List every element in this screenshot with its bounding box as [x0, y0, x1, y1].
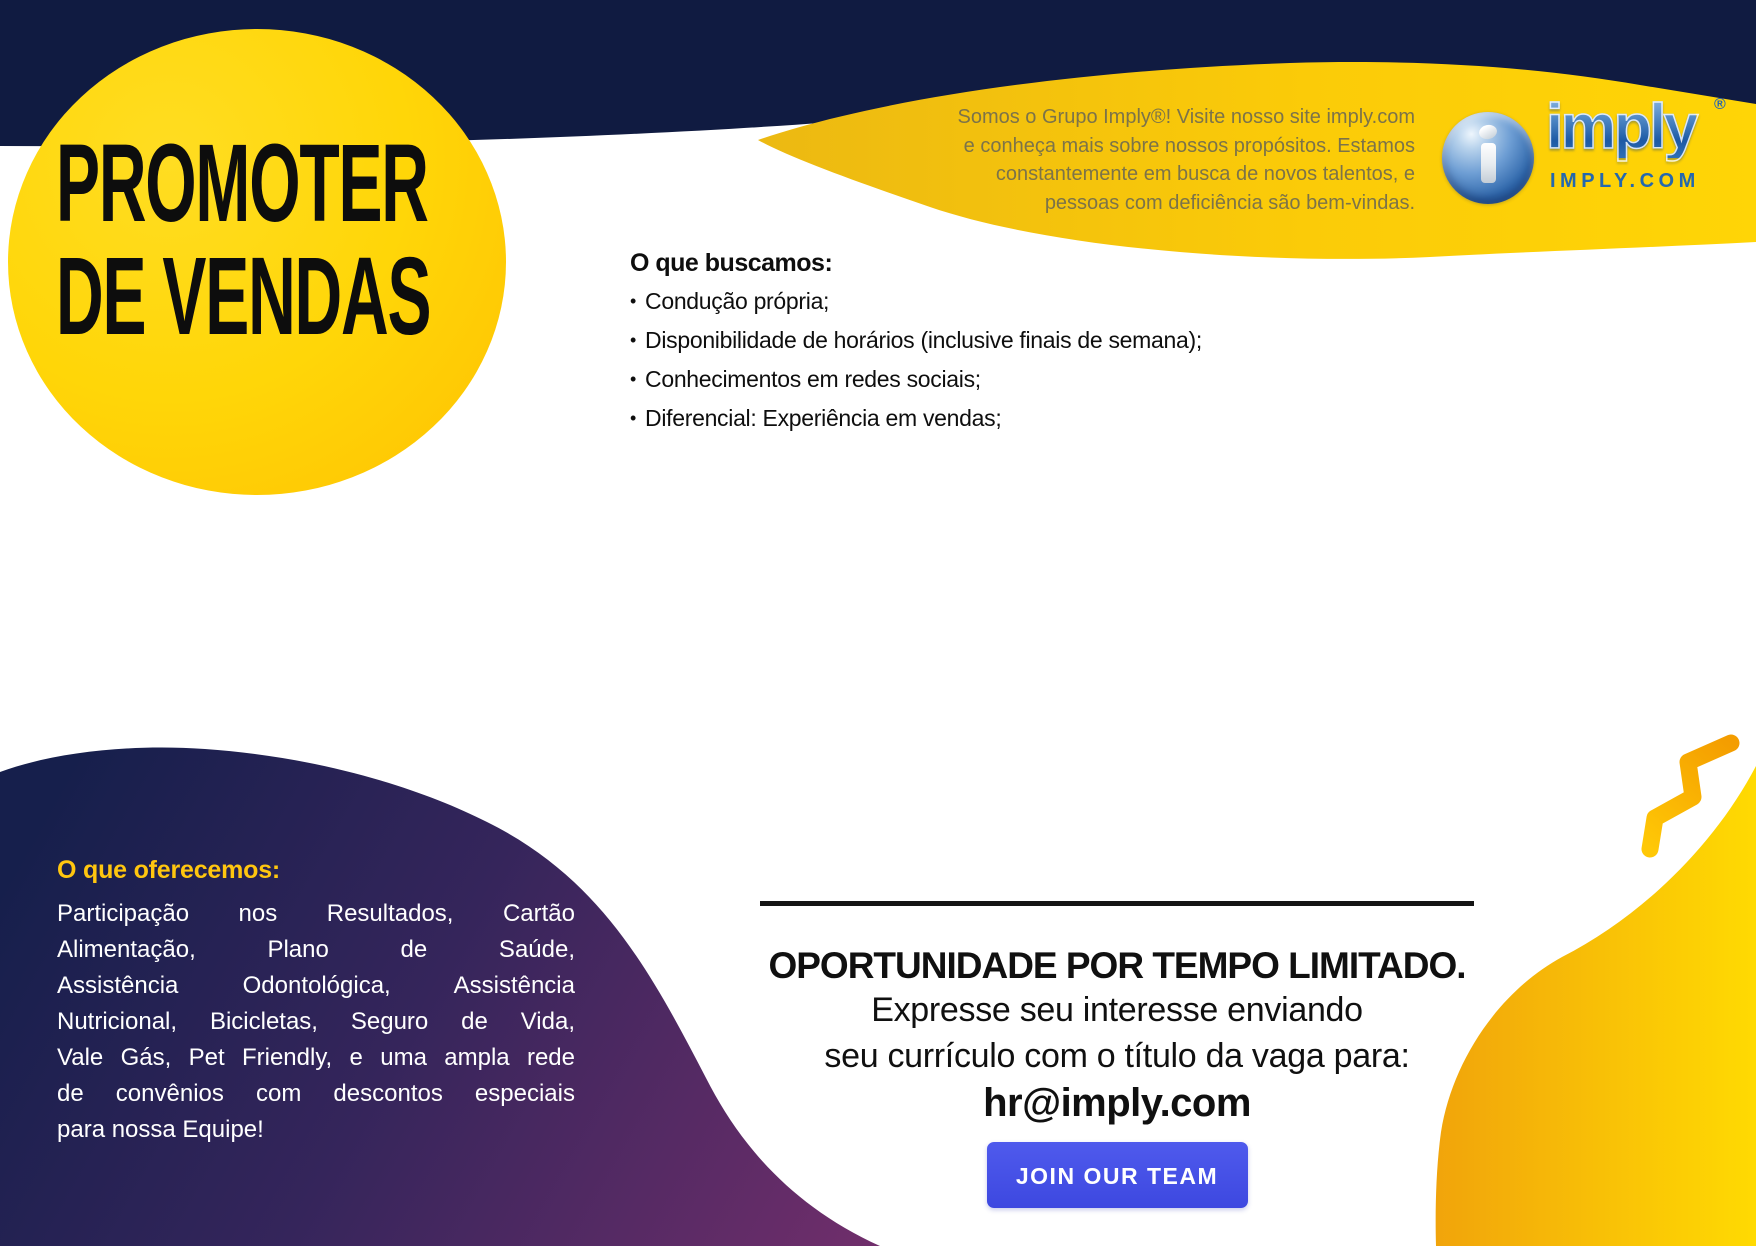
benefits-line: Nutricional, Bicicletas, Seguro de Vida,: [57, 1008, 575, 1035]
imply-logo: [1442, 92, 1742, 206]
bullet-icon: •: [630, 408, 637, 428]
cta-email: hr@imply.com: [983, 1081, 1251, 1125]
bullet-icon: •: [630, 369, 637, 389]
intro-line: pessoas com deficiência são bem-vindas.: [1044, 191, 1415, 214]
benefits-heading: O que oferecemos:: [57, 856, 281, 884]
requirement-text: Disponibilidade de horários (inclusive finais de semana);: [645, 327, 1202, 353]
requirement-item: [630, 283, 1202, 322]
page-title: [56, 122, 680, 358]
benefits-line: de convênios com descontos especiais: [57, 1080, 575, 1107]
cta-line: Expresse seu interesse enviando: [871, 991, 1363, 1029]
logo-i-stem: [1481, 143, 1496, 183]
requirement-item: [630, 361, 1202, 400]
bullet-icon: •: [630, 291, 637, 311]
divider-line: [760, 901, 1474, 906]
intro-line: e conheça mais sobre nossos propósitos. Estamos: [963, 134, 1415, 157]
requirement-text: Condução própria;: [645, 288, 830, 314]
registered-mark: ®: [1714, 96, 1726, 113]
requirement-item: [630, 322, 1202, 361]
benefits-line: Vale Gás, Pet Friendly, e uma ampla rede: [57, 1044, 575, 1071]
cta-line: seu currículo com o título da vaga para:: [824, 1037, 1410, 1075]
logo-i-dot: [1478, 123, 1499, 140]
benefits-line: Alimentação, Plano de Saúde,: [57, 936, 575, 963]
title-line-1: PROMOTER: [56, 122, 428, 245]
benefits-line: para nossa Equipe!: [57, 1116, 264, 1143]
logo-wordmark: imply: [1546, 92, 1696, 162]
cta-heading: OPORTUNIDADE POR TEMPO LIMITADO.: [768, 945, 1466, 986]
join-our-team-button[interactable]: JOIN OUR TEAM: [987, 1142, 1248, 1208]
requirement-text: Diferencial: Experiência em vendas;: [645, 405, 1002, 431]
requirements-section: [630, 249, 1202, 439]
title-line-2: DE VENDAS: [56, 235, 431, 358]
benefits-line: Assistência Odontológica, Assistência: [57, 972, 575, 999]
bullet-icon: •: [630, 330, 637, 350]
company-intro: [870, 103, 1415, 217]
requirement-item: [630, 400, 1202, 439]
logo-domain: IMPLY.COM: [1550, 170, 1700, 192]
imply-logo-icon: [1442, 112, 1534, 204]
benefits-section: [57, 856, 575, 1148]
intro-line: constantemente em busca de novos talentos, e: [995, 163, 1415, 185]
benefits-line: Participação nos Resultados, Cartão: [57, 900, 575, 927]
requirements-heading: O que buscamos:: [630, 249, 833, 277]
requirement-text: Conhecimentos em redes sociais;: [645, 366, 981, 392]
intro-line: Somos o Grupo Imply®! Visite nosso site imply.com: [957, 106, 1415, 128]
cta-section: [747, 901, 1487, 1208]
